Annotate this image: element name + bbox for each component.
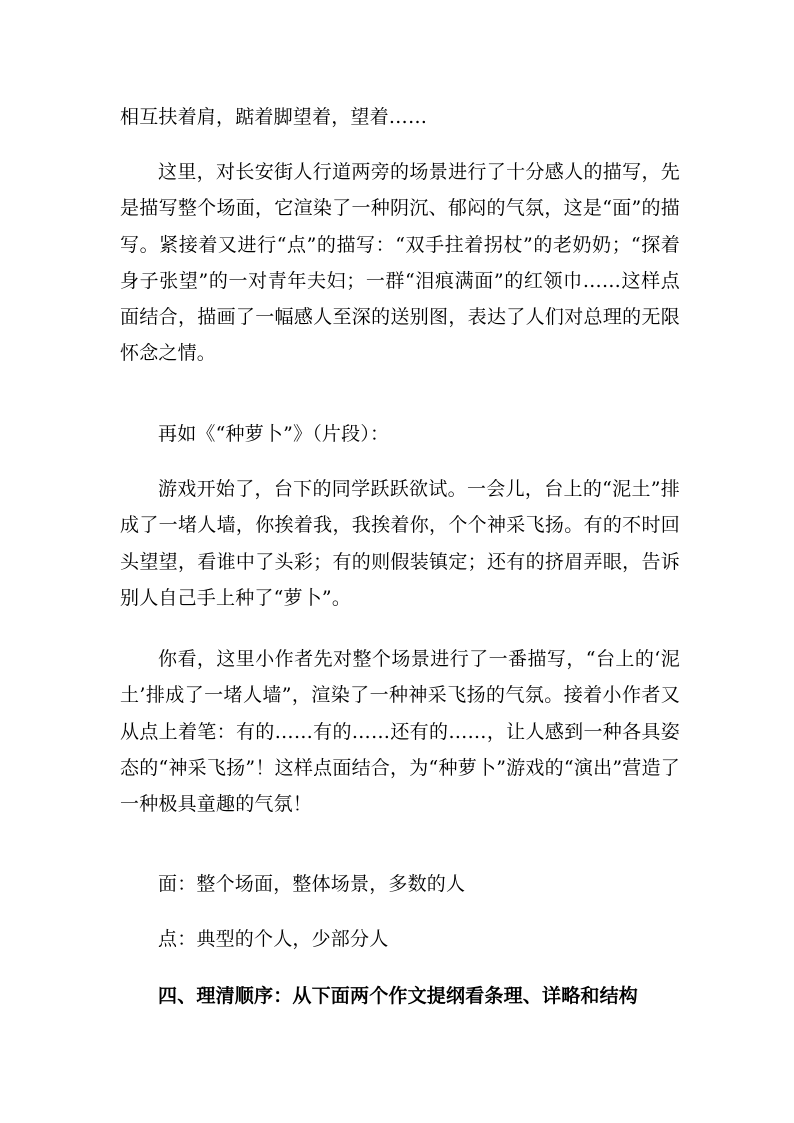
paragraph-example-intro: 再如《“种萝卜”》（片段）：: [158, 423, 390, 445]
paragraph-analysis-2: 你看，这里小作者先对整个场景进行了一番描写，“台上的‘泥土’排成了一堵人墙”，渲染了一种神采飞扬的气氛。接着小作者又从点上着笔：有的……有的……还有的……，让人感到一种各具姿态的“神采飞扬”！这样点面结合，为“种萝卜”游戏的“演出”营造了一种极具童趣的气氛！: [120, 648, 680, 816]
paragraph-continuation: 相互扶着肩，踮着脚望着，望着……: [120, 106, 428, 128]
paragraph-analysis-1: 这里，对长安街人行道两旁的场景进行了十分感人的描写，先是描写整个场面，它渲染了一种阴沉、郁闷的气氛，这是“面”的描写。紧接着又进行“点”的描写：“双手拄着拐杖”的老奶奶；“探着身子张望”的一对青年夫妇；一群“泪痕满面”的红领巾……这样点面结合，描画了一幅感人至深的送别图，表达了人们对总理的无限怀念之情。: [120, 161, 680, 365]
paragraph-example-excerpt: 游戏开始了，台下的同学跃跃欲试。一会儿，台上的“泥土”排成了一堵人墙，你挨着我，我挨着你，个个神采飞扬。有的不时回头望望，看谁中了头彩；有的则假装镇定；还有的挤眉弄眼，告诉别人自己手上种了“萝卜”。: [120, 478, 680, 609]
section-heading-4: 四、理清顺序：从下面两个作文提纲看条理、详略和结构: [158, 985, 639, 1007]
paragraph-definition-point: 点：典型的个人，少部分人: [158, 928, 389, 950]
paragraph-definition-face: 面：整个场面，整体场景，多数的人: [158, 873, 466, 895]
